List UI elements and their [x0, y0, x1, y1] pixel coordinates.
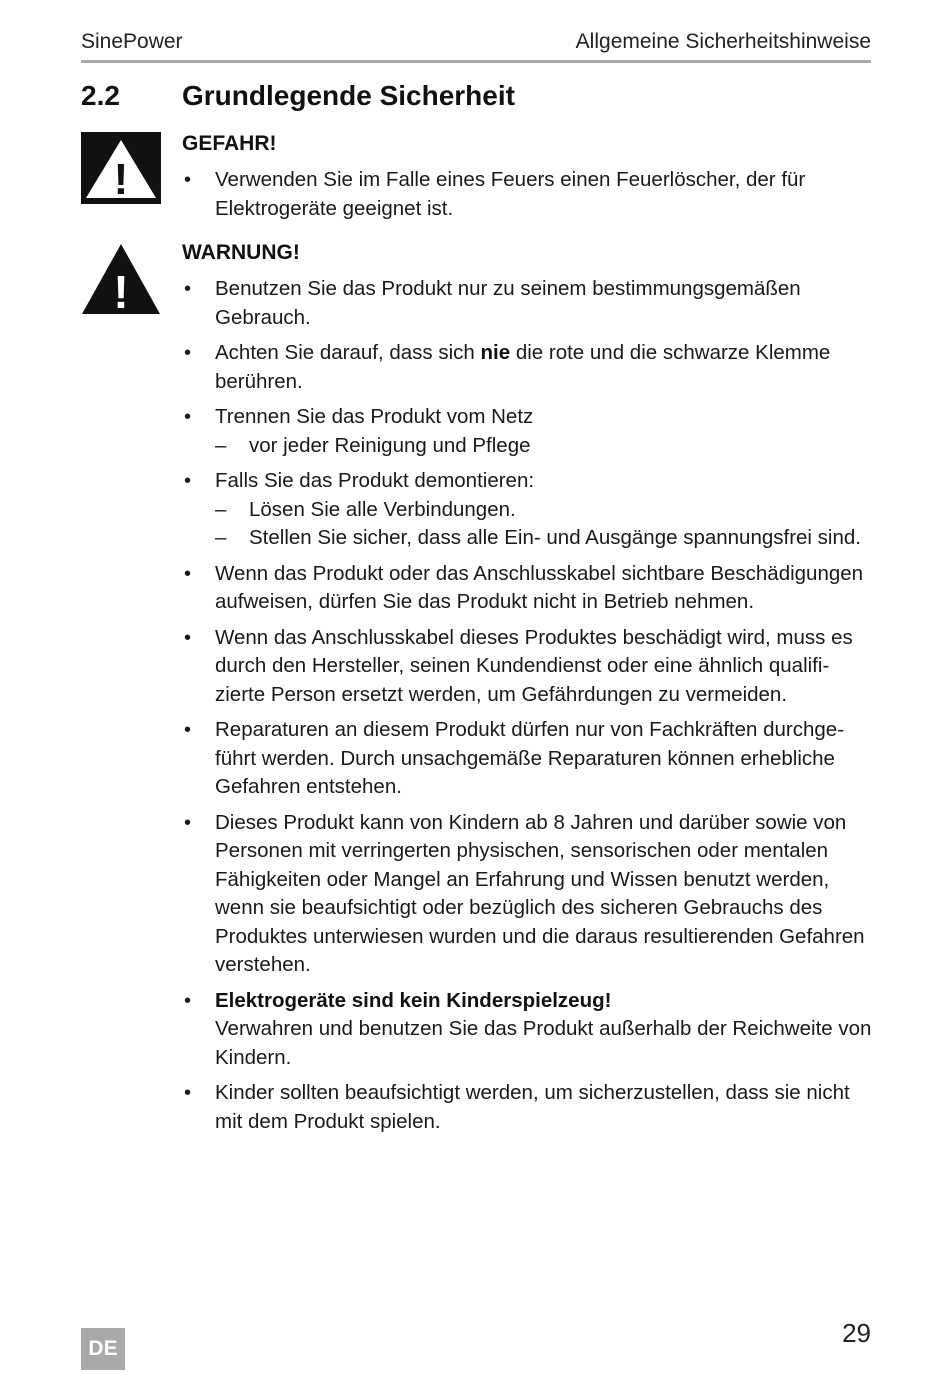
svg-text:!: !: [113, 155, 129, 204]
list-item: [182, 467, 872, 553]
list-item: [182, 987, 872, 1073]
sub-list-item-text: vor jeder Reinigung und Pflege: [249, 433, 531, 457]
sub-list-item: [215, 496, 872, 525]
bullet-icon: •: [184, 1082, 192, 1104]
bullet-icon: •: [184, 169, 192, 191]
sub-list-item: [215, 524, 872, 553]
danger-warning-triangle-icon: [81, 132, 161, 204]
svg-text:!: !: [113, 266, 129, 314]
list-item: [182, 166, 872, 223]
bullet-icon: •: [184, 719, 192, 741]
bullet-icon: •: [184, 989, 192, 1012]
bullet-icon: •: [184, 811, 192, 834]
sub-list: [215, 496, 872, 553]
list-item-text: Verwahren und benutzen Sie das Produkt außerhalb der Reichweite von Kindern.: [215, 1017, 872, 1069]
list-item-text: Trennen Sie das Produkt vom Netz: [215, 405, 534, 428]
list-item-text: [215, 341, 830, 393]
bullet-icon: •: [184, 278, 192, 300]
sub-list: [215, 432, 872, 461]
list-item: [182, 1079, 872, 1136]
bullet-icon: •: [184, 562, 192, 585]
bullet-icon: •: [184, 342, 192, 364]
sub-list-item: [215, 432, 872, 461]
list-item: [182, 339, 872, 396]
list-item: [182, 624, 872, 710]
warning-content: [182, 239, 872, 1143]
bullet-icon: •: [184, 406, 192, 428]
sub-list-item-text: Stellen Sie sicher, dass alle Ein- und Ausgänge spannungsfrei sind.: [249, 526, 861, 549]
bullet-icon: •: [184, 470, 192, 492]
danger-signal-word: GEFAHR!: [182, 132, 277, 155]
text-run: die rote und die schwarze Klemme berühren.: [215, 341, 831, 393]
list-item-bold-text: Elektrogeräte sind kein Kinderspielzeug!: [215, 988, 612, 1012]
page-header: [81, 30, 871, 63]
section-number: 2.2: [81, 80, 120, 111]
list-item: [182, 403, 872, 460]
emphasis-text: nie: [480, 341, 511, 364]
warning-list: [182, 275, 872, 1136]
list-item: [182, 560, 872, 617]
header-chapter-title: Allgemeine Sicherheitshinweise: [575, 30, 871, 53]
section-title: Grundlegende Sicherheit: [182, 80, 515, 111]
bullet-icon: •: [184, 626, 192, 649]
language-badge: DE: [81, 1328, 125, 1370]
warning-triangle-icon: [81, 242, 161, 314]
list-item-text: Verwenden Sie im Falle eines Feuers einen Feuerlöscher, der für Elektrogeräte geeignet ist.: [215, 168, 806, 220]
section-heading: [81, 80, 515, 112]
dash-icon: –: [215, 526, 227, 549]
list-item-text: Wenn das Anschlusskabel dieses Produktes beschädigt wird, muss es durch den Hersteller, seinen Kundendienst oder eine ähnlich qualifizierte Person ersetzt werden, um Gefährdungen zu vermeiden.: [215, 625, 853, 706]
list-item-text: Benutzen Sie das Produkt nur zu seinem bestimmungsgemäßen Gebrauch.: [215, 277, 801, 329]
danger-content: [182, 130, 872, 230]
list-item-text: Reparaturen an diesem Produkt dürfen nur von Fachkräften durchgeführt werden. Durch unsachgemäße Reparaturen können erhebliche Gefahren entstehen.: [215, 718, 845, 798]
page-number: 29: [842, 1318, 871, 1348]
sub-list-item-text: Lösen Sie alle Verbindungen.: [249, 497, 516, 521]
list-item: [182, 716, 872, 802]
text-run: Achten Sie darauf, dass sich: [215, 341, 481, 364]
dash-icon: –: [215, 433, 227, 457]
list-item: [182, 809, 872, 980]
danger-list: [182, 166, 872, 223]
header-product-name: SinePower: [81, 30, 183, 53]
list-item-text: Dieses Produkt kann von Kindern ab 8 Jahren und darüber sowie von Personen mit verringerten physischen, sensorischen oder mentalen Fähigkeiten oder Mangel an Erfahrung und Wissen benutzt werden, wenn sie beaufsichtigt oder bezüglich des sicheren Gebrauchs des Produktes unterwiesen wurden und die daraus resultierenden Gefahren verstehen.: [215, 810, 865, 976]
list-item-text: Falls Sie das Produkt demontieren:: [215, 469, 535, 492]
warning-signal-word: WARNUNG!: [182, 241, 300, 264]
list-item-text: Kinder sollten beaufsichtigt werden, um sicherzustellen, dass sie nicht mit dem Produkt spielen.: [215, 1081, 850, 1133]
dash-icon: –: [215, 497, 227, 521]
list-item: [182, 275, 872, 332]
list-item-text: Wenn das Produkt oder das Anschlusskabel sichtbare Beschädigungen aufweisen, dürfen Sie das Produkt nicht in Betrieb nehmen.: [215, 561, 864, 613]
